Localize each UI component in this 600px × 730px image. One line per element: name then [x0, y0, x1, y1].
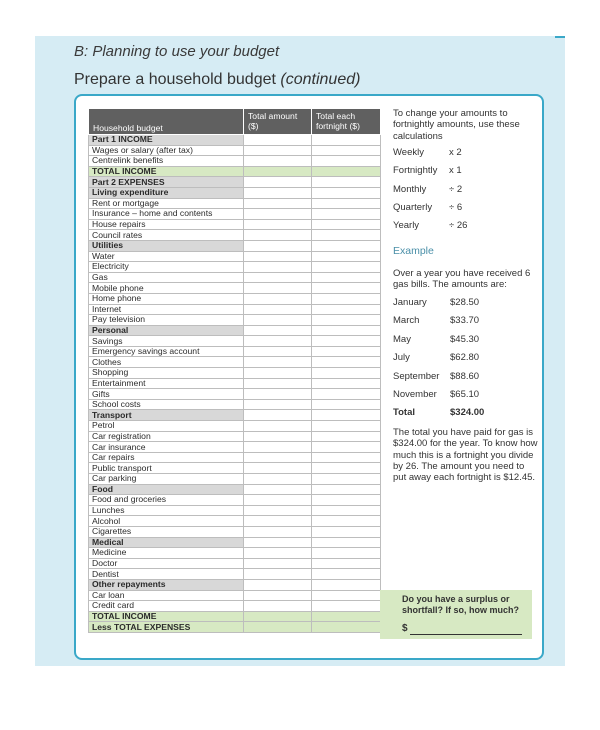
fortnight-amount-cell[interactable]: [312, 230, 381, 241]
fortnight-amount-cell[interactable]: [312, 410, 381, 421]
bill-row: [393, 371, 533, 385]
fortnight-amount-cell[interactable]: [312, 336, 381, 347]
row-label: Mobile phone: [89, 283, 244, 294]
row-label: Credit card: [89, 601, 244, 612]
total-amount-cell[interactable]: [244, 622, 312, 633]
total-amount-cell[interactable]: [244, 198, 312, 209]
fortnight-amount-cell[interactable]: [312, 293, 381, 304]
table-row: [89, 293, 381, 304]
bill-row: [393, 315, 533, 329]
fortnight-amount-cell[interactable]: [312, 315, 381, 326]
row-label: Public transport: [89, 463, 244, 474]
bill-month: September: [393, 370, 440, 382]
row-label: Part 1 INCOME: [89, 135, 244, 146]
bill-amount: $62.80: [450, 352, 480, 364]
total-amount-cell[interactable]: [244, 145, 312, 156]
surplus-answer-line[interactable]: [410, 634, 522, 635]
fortnight-amount-cell[interactable]: [312, 611, 381, 622]
table-row: [89, 548, 381, 559]
row-label: TOTAL INCOME: [89, 166, 244, 177]
row-label: Savings: [89, 336, 244, 347]
fortnight-amount-cell[interactable]: [312, 622, 381, 633]
table-row: [89, 156, 381, 167]
sidebar-intro: To change your amounts to fortnightly amounts, use these calculations: [393, 108, 520, 142]
row-label: Internet: [89, 304, 244, 315]
section-row: [89, 410, 381, 421]
row-label: Part 2 EXPENSES: [89, 177, 244, 188]
total-amount-cell[interactable]: [244, 293, 312, 304]
section-row: [89, 579, 381, 590]
fortnight-amount-cell[interactable]: [312, 558, 381, 569]
total-amount-cell[interactable]: [244, 346, 312, 357]
row-label: Cigarettes: [89, 526, 244, 537]
table-header-row: [89, 109, 381, 135]
total-amount-cell[interactable]: [244, 262, 312, 273]
total-amount-cell[interactable]: [244, 611, 312, 622]
row-label: Other repayments: [89, 579, 244, 590]
row-label: Gifts: [89, 389, 244, 400]
row-label: Pay television: [89, 315, 244, 326]
table-row: [89, 283, 381, 294]
row-label: Car loan: [89, 590, 244, 601]
row-label: House repairs: [89, 219, 244, 230]
total-row: [89, 611, 381, 622]
conversion-row: [393, 202, 533, 216]
conversion-row: [393, 165, 533, 179]
total-amount-cell[interactable]: [244, 135, 312, 146]
total-amount-cell[interactable]: [244, 463, 312, 474]
row-label: Entertainment: [89, 378, 244, 389]
row-label: Alcohol: [89, 516, 244, 527]
conversion-period: Yearly: [393, 220, 420, 232]
example-heading: Example: [393, 245, 434, 257]
fortnight-amount-cell[interactable]: [312, 198, 381, 209]
bill-row: [393, 297, 533, 311]
fortnight-amount-cell[interactable]: [312, 505, 381, 516]
fortnight-amount-cell[interactable]: [312, 601, 381, 612]
total-amount-cell[interactable]: [244, 368, 312, 379]
fortnight-amount-cell[interactable]: [312, 304, 381, 315]
section-row: [89, 135, 381, 146]
conversion-factor: ÷ 2: [449, 183, 463, 195]
table-row: [89, 463, 381, 474]
total-amount-cell[interactable]: [244, 431, 312, 442]
row-label: Car repairs: [89, 452, 244, 463]
section-row: [89, 177, 381, 188]
table-row: [89, 389, 381, 400]
total-row: [89, 166, 381, 177]
table-row: [89, 431, 381, 442]
table-row: [89, 399, 381, 410]
budget-table-body: [89, 135, 381, 633]
total-amount-cell[interactable]: [244, 272, 312, 283]
table-row: [89, 272, 381, 283]
table-row: [89, 262, 381, 273]
fortnight-amount-cell[interactable]: [312, 209, 381, 220]
total-amount-cell[interactable]: [244, 421, 312, 432]
total-amount-cell[interactable]: [244, 579, 312, 590]
fortnight-amount-cell[interactable]: [312, 145, 381, 156]
bill-month: January: [393, 297, 427, 308]
total-amount-cell[interactable]: [244, 240, 312, 251]
bill-amount: $28.50: [450, 297, 480, 308]
total-amount-cell[interactable]: [244, 209, 312, 220]
row-label: Council rates: [89, 230, 244, 241]
conversion-row: [393, 184, 533, 198]
fortnight-amount-cell[interactable]: [312, 484, 381, 495]
conversion-period: Weekly: [393, 147, 424, 158]
example-explanation: The total you have paid for gas is $324.00 for the year. To know how much this is a fortnight you divide by 26. The amount you need to put away each fortnight is $12.45.: [393, 427, 538, 484]
fortnight-amount-cell[interactable]: [312, 156, 381, 167]
total-amount-cell[interactable]: [244, 558, 312, 569]
table-row: [89, 315, 381, 326]
table-row: [89, 601, 381, 612]
total-amount-cell[interactable]: [244, 399, 312, 410]
total-amount-cell[interactable]: [244, 187, 312, 198]
bill-row: [393, 352, 533, 366]
table-row: [89, 378, 381, 389]
row-label: School costs: [89, 399, 244, 410]
total-amount-cell[interactable]: [244, 378, 312, 389]
total-amount-cell[interactable]: [244, 156, 312, 167]
conversion-factor: x 2: [449, 147, 462, 158]
total-amount-cell[interactable]: [244, 230, 312, 241]
fortnight-amount-cell[interactable]: [312, 389, 381, 400]
row-label: Electricity: [89, 262, 244, 273]
fortnight-amount-cell[interactable]: [312, 421, 381, 432]
total-amount-cell[interactable]: [244, 495, 312, 506]
bill-amount: $88.60: [450, 370, 480, 382]
bill-amount: $324.00: [450, 407, 485, 419]
row-label: Shopping: [89, 368, 244, 379]
conversion-factor: x 1: [449, 165, 462, 177]
surplus-currency: $: [402, 623, 408, 634]
section-row: [89, 325, 381, 336]
row-label: Utilities: [89, 240, 244, 251]
row-label: TOTAL INCOME: [89, 611, 244, 622]
bill-month: July: [393, 352, 410, 364]
section-row: [89, 537, 381, 548]
budget-table: [88, 108, 381, 633]
row-label: Petrol: [89, 421, 244, 432]
fortnight-amount-cell[interactable]: [312, 262, 381, 273]
fortnight-amount-cell[interactable]: [312, 516, 381, 527]
row-label: Lunches: [89, 505, 244, 516]
conversion-row: [393, 220, 533, 234]
table-row: [89, 230, 381, 241]
total-amount-cell[interactable]: [244, 219, 312, 230]
total-amount-cell[interactable]: [244, 304, 312, 315]
surplus-question: Do you have a surplus or shortfall? If so, how much?: [402, 594, 519, 615]
section-heading: B: Planning to use your budget: [74, 43, 280, 60]
page-title-text: Prepare a household budget: [74, 71, 276, 88]
fortnight-amount-cell[interactable]: [312, 368, 381, 379]
table-row: [89, 474, 381, 485]
fortnight-amount-cell[interactable]: [312, 452, 381, 463]
fortnight-amount-cell[interactable]: [312, 463, 381, 474]
bill-month: Total: [393, 407, 415, 419]
row-label: Food: [89, 484, 244, 495]
table-row: [89, 421, 381, 432]
row-label: Water: [89, 251, 244, 262]
fortnight-amount-cell[interactable]: [312, 177, 381, 188]
conversion-period: Fortnightly: [393, 165, 438, 177]
conversion-factor: ÷ 26: [449, 220, 468, 232]
bill-month: November: [393, 389, 437, 400]
page-title: [74, 71, 360, 89]
section-row: [89, 187, 381, 198]
page-title-suffix: (continued): [280, 71, 361, 88]
row-label: Insurance – home and contents: [89, 209, 244, 220]
table-row: [89, 357, 381, 368]
row-label: Less TOTAL EXPENSES: [89, 622, 244, 633]
row-label: Personal: [89, 325, 244, 336]
fortnight-amount-cell[interactable]: [312, 474, 381, 485]
row-label: Emergency savings account: [89, 346, 244, 357]
row-label: Food and groceries: [89, 495, 244, 506]
row-label: Living expenditure: [89, 187, 244, 198]
table-row: [89, 590, 381, 601]
total-amount-cell[interactable]: [244, 315, 312, 326]
table-row: [89, 495, 381, 506]
row-label: Centrelink benefits: [89, 156, 244, 167]
table-row: [89, 516, 381, 527]
fortnight-amount-cell[interactable]: [312, 251, 381, 262]
table-row: [89, 569, 381, 580]
total-amount-cell[interactable]: [244, 505, 312, 516]
total-amount-cell[interactable]: [244, 410, 312, 421]
total-amount-cell[interactable]: [244, 601, 312, 612]
total-amount-cell[interactable]: [244, 516, 312, 527]
row-label: Clothes: [89, 357, 244, 368]
fortnight-amount-cell[interactable]: [312, 569, 381, 580]
row-label: Transport: [89, 410, 244, 421]
row-label: Rent or mortgage: [89, 198, 244, 209]
page-edge-marker: [555, 36, 565, 38]
bill-row: [393, 407, 533, 421]
fortnight-amount-cell[interactable]: [312, 442, 381, 453]
bill-month: May: [393, 333, 411, 345]
fortnight-amount-cell[interactable]: [312, 272, 381, 283]
total-amount-cell[interactable]: [244, 474, 312, 485]
bill-amount: $65.10: [450, 389, 480, 400]
conversion-period: Monthly: [393, 183, 427, 195]
total-amount-cell[interactable]: [244, 357, 312, 368]
conversion-row: [393, 147, 533, 161]
fortnight-amount-cell[interactable]: [312, 346, 381, 357]
total-amount-cell[interactable]: [244, 283, 312, 294]
total-amount-cell[interactable]: [244, 389, 312, 400]
fortnight-amount-cell[interactable]: [312, 590, 381, 601]
surplus-box: [380, 590, 532, 639]
column-header-household-budget: Household budget: [89, 109, 244, 135]
total-amount-cell[interactable]: [244, 442, 312, 453]
total-amount-cell[interactable]: [244, 569, 312, 580]
bill-row: [393, 389, 533, 403]
fortnight-amount-cell[interactable]: [312, 526, 381, 537]
bill-month: March: [393, 315, 420, 327]
total-amount-cell[interactable]: [244, 526, 312, 537]
fortnight-amount-cell[interactable]: [312, 399, 381, 410]
column-header-total-fortnight: Total each fortnight ($): [312, 109, 381, 135]
total-row: [89, 622, 381, 633]
table-row: [89, 452, 381, 463]
bill-row: [393, 334, 533, 348]
table-row: [89, 442, 381, 453]
table-row: [89, 505, 381, 516]
conversion-factor: ÷ 6: [449, 201, 463, 213]
table-row: [89, 368, 381, 379]
row-label: Medical: [89, 537, 244, 548]
row-label: Car registration: [89, 431, 244, 442]
total-amount-cell[interactable]: [244, 537, 312, 548]
fortnight-amount-cell[interactable]: [312, 579, 381, 590]
row-label: Dentist: [89, 569, 244, 580]
bill-amount: $45.30: [450, 333, 480, 345]
table-row: [89, 198, 381, 209]
total-amount-cell[interactable]: [244, 452, 312, 463]
section-row: [89, 240, 381, 251]
fortnight-amount-cell[interactable]: [312, 495, 381, 506]
fortnight-amount-cell[interactable]: [312, 166, 381, 177]
total-amount-cell[interactable]: [244, 166, 312, 177]
table-row: [89, 209, 381, 220]
total-amount-cell[interactable]: [244, 590, 312, 601]
table-row: [89, 558, 381, 569]
row-label: Car parking: [89, 474, 244, 485]
fortnight-amount-cell[interactable]: [312, 325, 381, 336]
fortnight-amount-cell[interactable]: [312, 548, 381, 559]
fortnight-amount-cell[interactable]: [312, 357, 381, 368]
table-row: [89, 526, 381, 537]
total-amount-cell[interactable]: [244, 484, 312, 495]
row-label: Doctor: [89, 558, 244, 569]
fortnight-amount-cell[interactable]: [312, 135, 381, 146]
table-row: [89, 304, 381, 315]
total-amount-cell[interactable]: [244, 177, 312, 188]
row-label: Medicine: [89, 548, 244, 559]
bill-amount: $33.70: [450, 315, 480, 327]
total-amount-cell[interactable]: [244, 336, 312, 347]
column-header-total-amount: Total amount ($): [244, 109, 312, 135]
table-row: [89, 346, 381, 357]
table-row: [89, 145, 381, 156]
fortnight-amount-cell[interactable]: [312, 431, 381, 442]
total-amount-cell[interactable]: [244, 251, 312, 262]
fortnight-amount-cell[interactable]: [312, 187, 381, 198]
fortnight-amount-cell[interactable]: [312, 378, 381, 389]
row-label: Wages or salary (after tax): [89, 145, 244, 156]
fortnight-amount-cell[interactable]: [312, 283, 381, 294]
table-row: [89, 251, 381, 262]
row-label: Car insurance: [89, 442, 244, 453]
total-amount-cell[interactable]: [244, 325, 312, 336]
fortnight-amount-cell[interactable]: [312, 537, 381, 548]
section-row: [89, 484, 381, 495]
fortnight-amount-cell[interactable]: [312, 240, 381, 251]
conversion-period: Quarterly: [393, 201, 433, 213]
row-label: Home phone: [89, 293, 244, 304]
total-amount-cell[interactable]: [244, 548, 312, 559]
row-label: Gas: [89, 272, 244, 283]
table-row: [89, 219, 381, 230]
example-text: Over a year you have received 6 gas bills. The amounts are:: [393, 268, 531, 291]
fortnight-amount-cell[interactable]: [312, 219, 381, 230]
table-row: [89, 336, 381, 347]
